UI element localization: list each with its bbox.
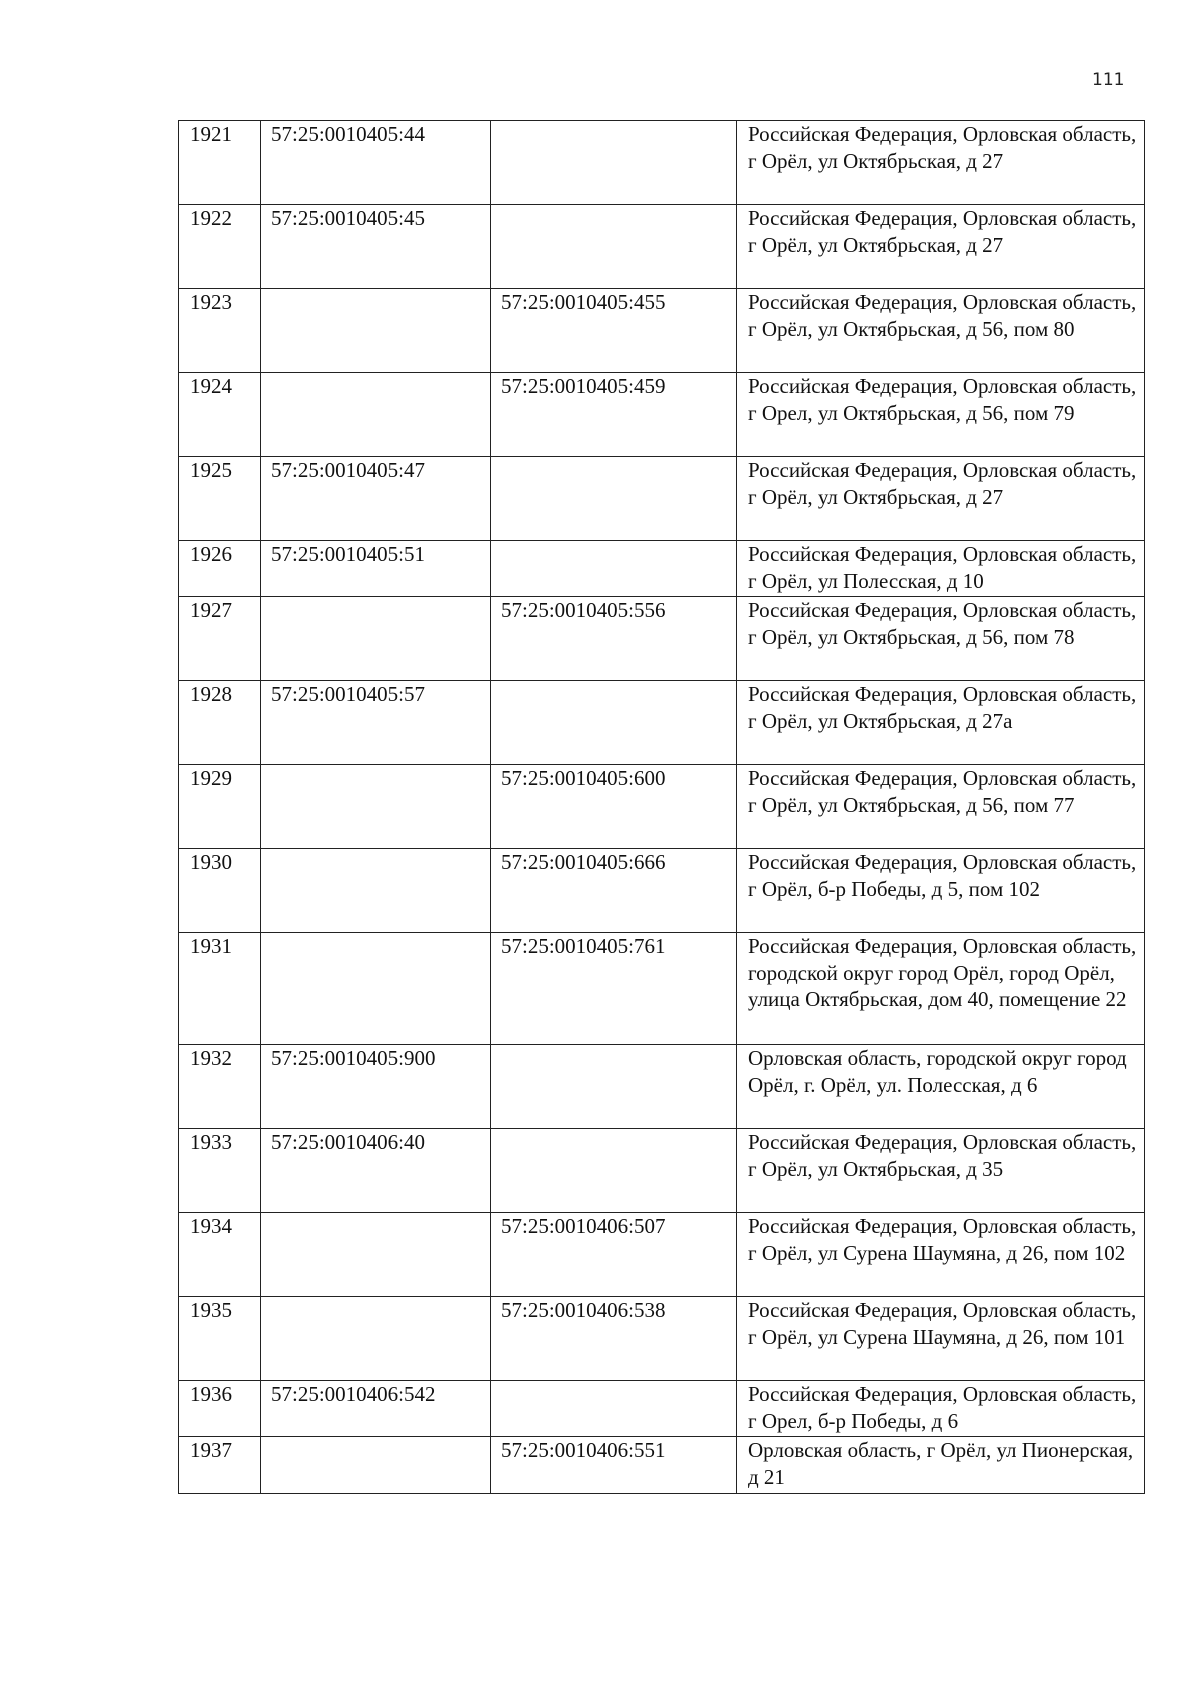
address: Российская Федерация, Орловская область, г Орёл, ул Октябрьская, д 27а (737, 681, 1145, 765)
address: Орловская область, г Орёл, ул Пионерская, д 21 (737, 1437, 1145, 1494)
row-number: 1933 (179, 1129, 261, 1213)
address: Российская Федерация, Орловская область, г Орёл, ул Октябрьская, д 56, пом 77 (737, 765, 1145, 849)
address: Российская Федерация, Орловская область, г Орёл, ул Октябрьская, д 56, пом 80 (737, 289, 1145, 373)
premises-cadastral-number: 57:25:0010405:761 (491, 933, 737, 1045)
table-row (179, 597, 1145, 681)
page-number: 111 (1092, 70, 1125, 90)
premises-cadastral-number: 57:25:0010405:556 (491, 597, 737, 681)
premises-cadastral-number (491, 681, 737, 765)
table-row (179, 1297, 1145, 1381)
parcel-cadastral-number (261, 1437, 491, 1494)
parcel-cadastral-number (261, 1297, 491, 1381)
row-number: 1936 (179, 1381, 261, 1437)
parcel-cadastral-number (261, 765, 491, 849)
row-number: 1921 (179, 121, 261, 205)
parcel-cadastral-number: 57:25:0010405:57 (261, 681, 491, 765)
table-row (179, 933, 1145, 1045)
row-number: 1937 (179, 1437, 261, 1494)
row-number: 1928 (179, 681, 261, 765)
address: Российская Федерация, Орловская область, г Орёл, ул Сурена Шаумяна, д 26, пом 101 (737, 1297, 1145, 1381)
parcel-cadastral-number: 57:25:0010405:900 (261, 1045, 491, 1129)
address: Российская Федерация, Орловская область, г Орёл, ул Октябрьская, д 27 (737, 121, 1145, 205)
row-number: 1925 (179, 457, 261, 541)
table-row (179, 1213, 1145, 1297)
premises-cadastral-number: 57:25:0010405:600 (491, 765, 737, 849)
row-number: 1931 (179, 933, 261, 1045)
premises-cadastral-number (491, 457, 737, 541)
address: Российская Федерация, Орловская область, городской округ город Орёл, город Орёл, улица Октябрьская, дом 40, помещение 22 (737, 933, 1145, 1045)
parcel-cadastral-number (261, 933, 491, 1045)
premises-cadastral-number (491, 1045, 737, 1129)
premises-cadastral-number (491, 205, 737, 289)
address: Российская Федерация, Орловская область, г Орёл, б-р Победы, д 5, пом 102 (737, 849, 1145, 933)
address: Российская Федерация, Орловская область, г Орёл, ул Октябрьская, д 56, пом 78 (737, 597, 1145, 681)
row-number: 1932 (179, 1045, 261, 1129)
parcel-cadastral-number: 57:25:0010405:47 (261, 457, 491, 541)
premises-cadastral-number: 57:25:0010406:507 (491, 1213, 737, 1297)
table-row (179, 457, 1145, 541)
row-number: 1930 (179, 849, 261, 933)
registry-table (178, 120, 1145, 1494)
address: Российская Федерация, Орловская область, г Орёл, ул Полесская, д 10 (737, 541, 1145, 597)
table-row (179, 373, 1145, 457)
parcel-cadastral-number (261, 849, 491, 933)
table-row (179, 289, 1145, 373)
row-number: 1924 (179, 373, 261, 457)
premises-cadastral-number (491, 121, 737, 205)
parcel-cadastral-number: 57:25:0010406:542 (261, 1381, 491, 1437)
parcel-cadastral-number (261, 289, 491, 373)
parcel-cadastral-number: 57:25:0010405:45 (261, 205, 491, 289)
address: Орловская область, городской округ город Орёл, г. Орёл, ул. Полесская, д 6 (737, 1045, 1145, 1129)
table-row (179, 849, 1145, 933)
address: Российская Федерация, Орловская область, г Орёл, ул Октябрьская, д 27 (737, 205, 1145, 289)
premises-cadastral-number: 57:25:0010405:666 (491, 849, 737, 933)
table-row (179, 1045, 1145, 1129)
table-row (179, 1437, 1145, 1494)
address: Российская Федерация, Орловская область, г Орёл, ул Октябрьская, д 35 (737, 1129, 1145, 1213)
premises-cadastral-number: 57:25:0010406:538 (491, 1297, 737, 1381)
row-number: 1927 (179, 597, 261, 681)
address: Российская Федерация, Орловская область, г Орел, б-р Победы, д 6 (737, 1381, 1145, 1437)
table-row (179, 765, 1145, 849)
table-row (179, 121, 1145, 205)
premises-cadastral-number (491, 1381, 737, 1437)
row-number: 1935 (179, 1297, 261, 1381)
row-number: 1934 (179, 1213, 261, 1297)
parcel-cadastral-number (261, 373, 491, 457)
premises-cadastral-number: 57:25:0010405:455 (491, 289, 737, 373)
table-row (179, 681, 1145, 765)
parcel-cadastral-number (261, 597, 491, 681)
premises-cadastral-number: 57:25:0010406:551 (491, 1437, 737, 1494)
table-row (179, 1381, 1145, 1437)
premises-cadastral-number (491, 541, 737, 597)
table-row (179, 541, 1145, 597)
parcel-cadastral-number: 57:25:0010406:40 (261, 1129, 491, 1213)
parcel-cadastral-number: 57:25:0010405:44 (261, 121, 491, 205)
premises-cadastral-number: 57:25:0010405:459 (491, 373, 737, 457)
address: Российская Федерация, Орловская область, г Орёл, ул Октябрьская, д 27 (737, 457, 1145, 541)
address: Российская Федерация, Орловская область, г Орёл, ул Сурена Шаумяна, д 26, пом 102 (737, 1213, 1145, 1297)
row-number: 1926 (179, 541, 261, 597)
row-number: 1929 (179, 765, 261, 849)
address: Российская Федерация, Орловская область, г Орел, ул Октябрьская, д 56, пом 79 (737, 373, 1145, 457)
parcel-cadastral-number: 57:25:0010405:51 (261, 541, 491, 597)
row-number: 1922 (179, 205, 261, 289)
premises-cadastral-number (491, 1129, 737, 1213)
table-row (179, 1129, 1145, 1213)
parcel-cadastral-number (261, 1213, 491, 1297)
table-row (179, 205, 1145, 289)
row-number: 1923 (179, 289, 261, 373)
